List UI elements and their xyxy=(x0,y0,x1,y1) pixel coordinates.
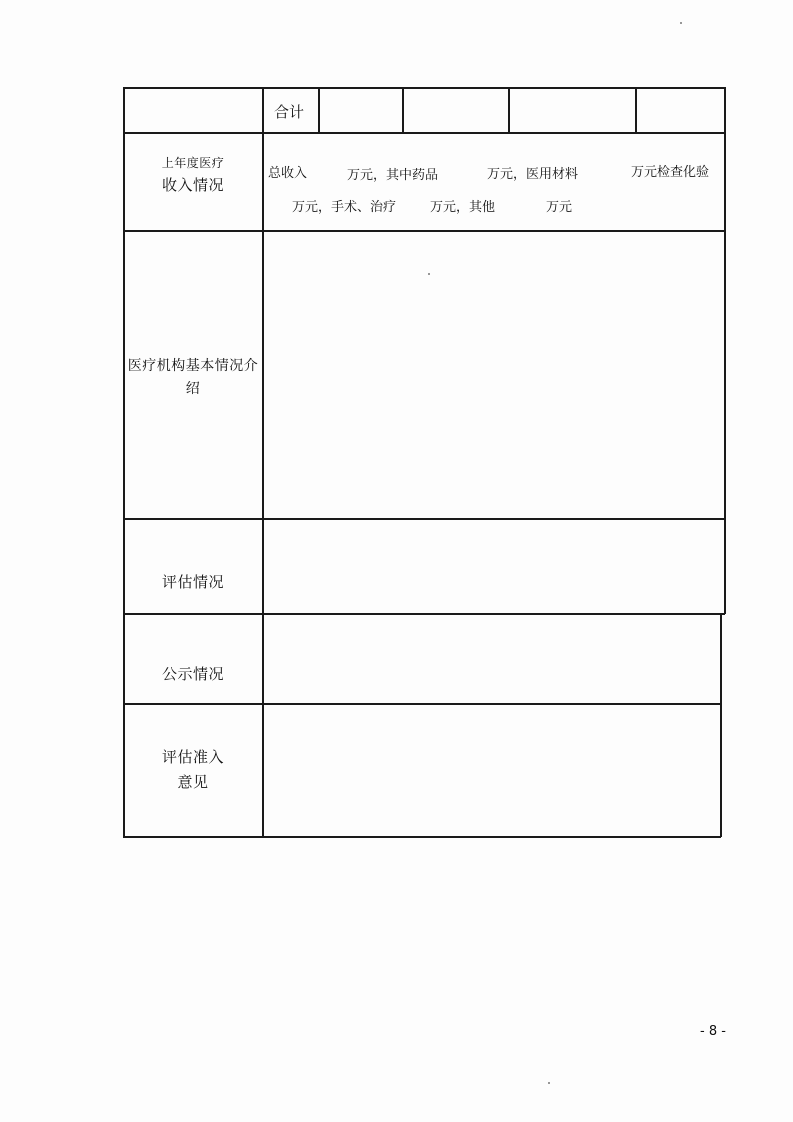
income-row-label-line2: 收入情况 xyxy=(161,176,224,194)
intro-row-label-line2: 绍 xyxy=(185,381,201,397)
intro-row-label-line1: 医疗机构基本情况介 xyxy=(127,358,259,374)
heji-col-divider-1 xyxy=(318,87,320,133)
heji-col-divider-4 xyxy=(635,87,637,133)
row-divider-income xyxy=(123,230,725,232)
scan-speck xyxy=(428,273,430,275)
scan-speck xyxy=(680,22,682,24)
publicity-row-label: 公示情况 xyxy=(161,665,224,683)
heji-col-divider-3 xyxy=(508,87,510,133)
scan-speck xyxy=(548,1082,550,1084)
income-total-label: 总收入 xyxy=(268,166,308,181)
lower-table-bottom-border xyxy=(123,836,721,838)
admission-row-label-line1: 评估准入 xyxy=(161,748,224,766)
income-other-label: 万元，其他 xyxy=(430,200,496,215)
lower-table-left-border xyxy=(123,613,125,837)
heji-col-divider-2 xyxy=(402,87,404,133)
upper-label-column-divider xyxy=(262,87,264,614)
income-end-label: 万元 xyxy=(546,200,573,215)
upper-table-right-border xyxy=(724,87,726,614)
income-surgery-label: 万元，手术、治疗 xyxy=(292,200,397,215)
row-divider-publicity xyxy=(123,703,721,705)
heji-label: 合计 xyxy=(274,103,305,121)
row-divider-intro xyxy=(123,518,725,520)
page-number: - 8 - xyxy=(700,1024,726,1039)
evaluation-row-label: 评估情况 xyxy=(161,573,224,591)
admission-row-label-line2: 意见 xyxy=(177,773,209,791)
income-material-label: 万元，医用材料 xyxy=(487,167,579,182)
lower-table-right-border xyxy=(720,613,722,837)
income-exam-label: 万元检查化验 xyxy=(631,165,710,180)
lower-table-top-border xyxy=(123,613,721,615)
lower-label-column-divider xyxy=(262,613,264,837)
income-row-label-line1: 上年度医疗 xyxy=(161,156,225,170)
income-drug-label: 万元，其中药品 xyxy=(347,168,439,183)
